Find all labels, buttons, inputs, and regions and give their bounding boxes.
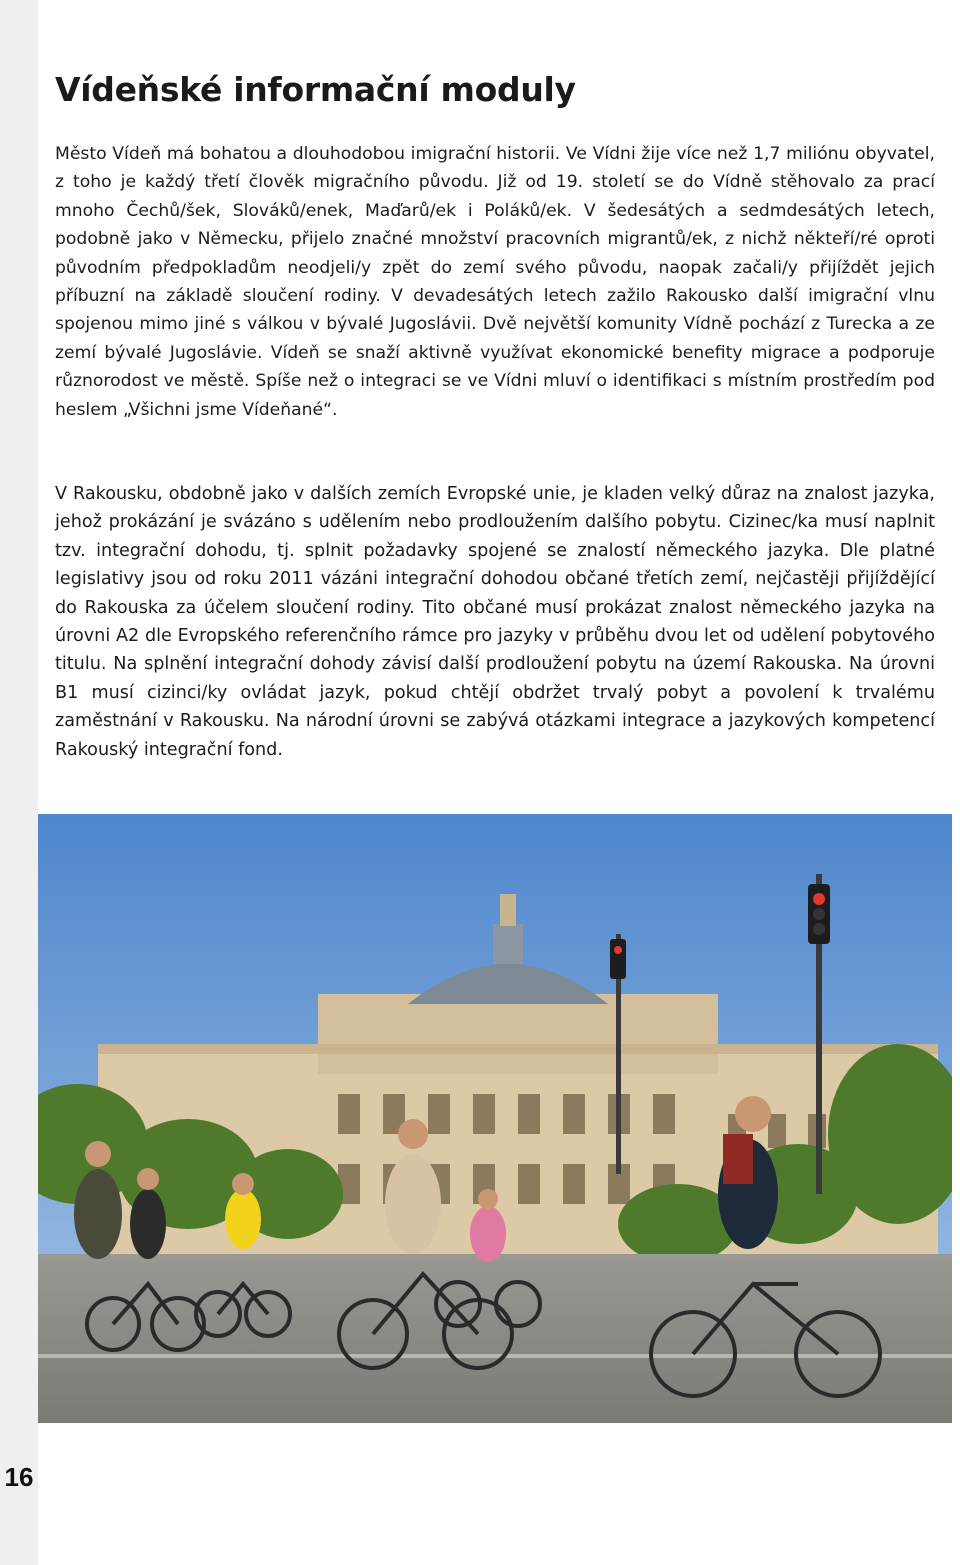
page-title: Vídeňské informační moduly bbox=[55, 70, 576, 109]
road bbox=[38, 1254, 952, 1423]
paragraph-language-requirements bbox=[55, 480, 935, 764]
photo-cyclists-vienna bbox=[38, 814, 952, 1423]
page-margin-strip bbox=[0, 0, 38, 1565]
paragraph-migration-history bbox=[55, 140, 935, 424]
page-number: 16 bbox=[4, 1462, 34, 1492]
paragraph-text: V Rakousku, obdobně jako v dalších zemích Evropské unie, je kladen velký důraz na znalost jazyka, jehož prokázání je svázáno s udělením nebo prodloužením dalšího pobytu. Cizinec/ka musí naplnit tzv. integrační dohodu, tj. splnit požadavky spojené se znalostí německého jazyka. Dle platné legislativy jsou od roku 2011 vázáni integrační dohodou občané třetích zemí, nejčastěji přijíždějící do Rakouska za účelem sloučení rodiny. Tito občané musí prokázat znalost německého jazyka na úrovni A2 dle Evropského referenčního rámce pro jazyky v průběhu dvou let od udělení pobytového titulu. Na splnění integrační dohody závisí další prodloužení pobytu na území Rakouska. Na úrovni B1 musí cizinci/ky ovládat jazyk, pokud chtějí obdržet trvalý pobyt a povolení k trvalému zaměstnání v Rakousku. Na národní úrovni se zabývá otázkami integrace a jazykových kompetencí Rakouský integrační fond. bbox=[55, 484, 935, 760]
paragraph-text: Město Vídeň má bohatou a dlouhodobou imigrační historii. Ve Vídni žije více než 1,7 miliónu obyvatel, z toho je každý třetí člověk migračního původu. Již od 19. století se do Vídně stěhovalo za prací mnoho Čechů/šek, Slováků/enek, Maďarů/ek i Poláků/ek. V šedesátých a sedmdesátých letech, podobně jako v Německu, přijelo značné množství pracovních migrantů/ek, z nichž někteří/ré oproti původním předpokladům neodjeli/y zpět do zemí svého původu, naopak začali/y přijíždět jejich příbuzní na základě sloučení rodiny. V devadesátých letech zažilo Rakousko další imigrační vlnu spojenou mimo jiné s válkou v bývalé Jugoslávii. Dvě největší komunity Vídně pochází z Turecka a ze zemí bývalé Jugoslávie. Vídeň se snaží aktivně využívat ekonomické benefity migrace a podporuje různorodost ve městě. Spíše než o integraci se ve Vídni mluví o identifikaci s místním prostředím pod heslem „Všichni jsme Vídeňané“. bbox=[55, 144, 935, 420]
